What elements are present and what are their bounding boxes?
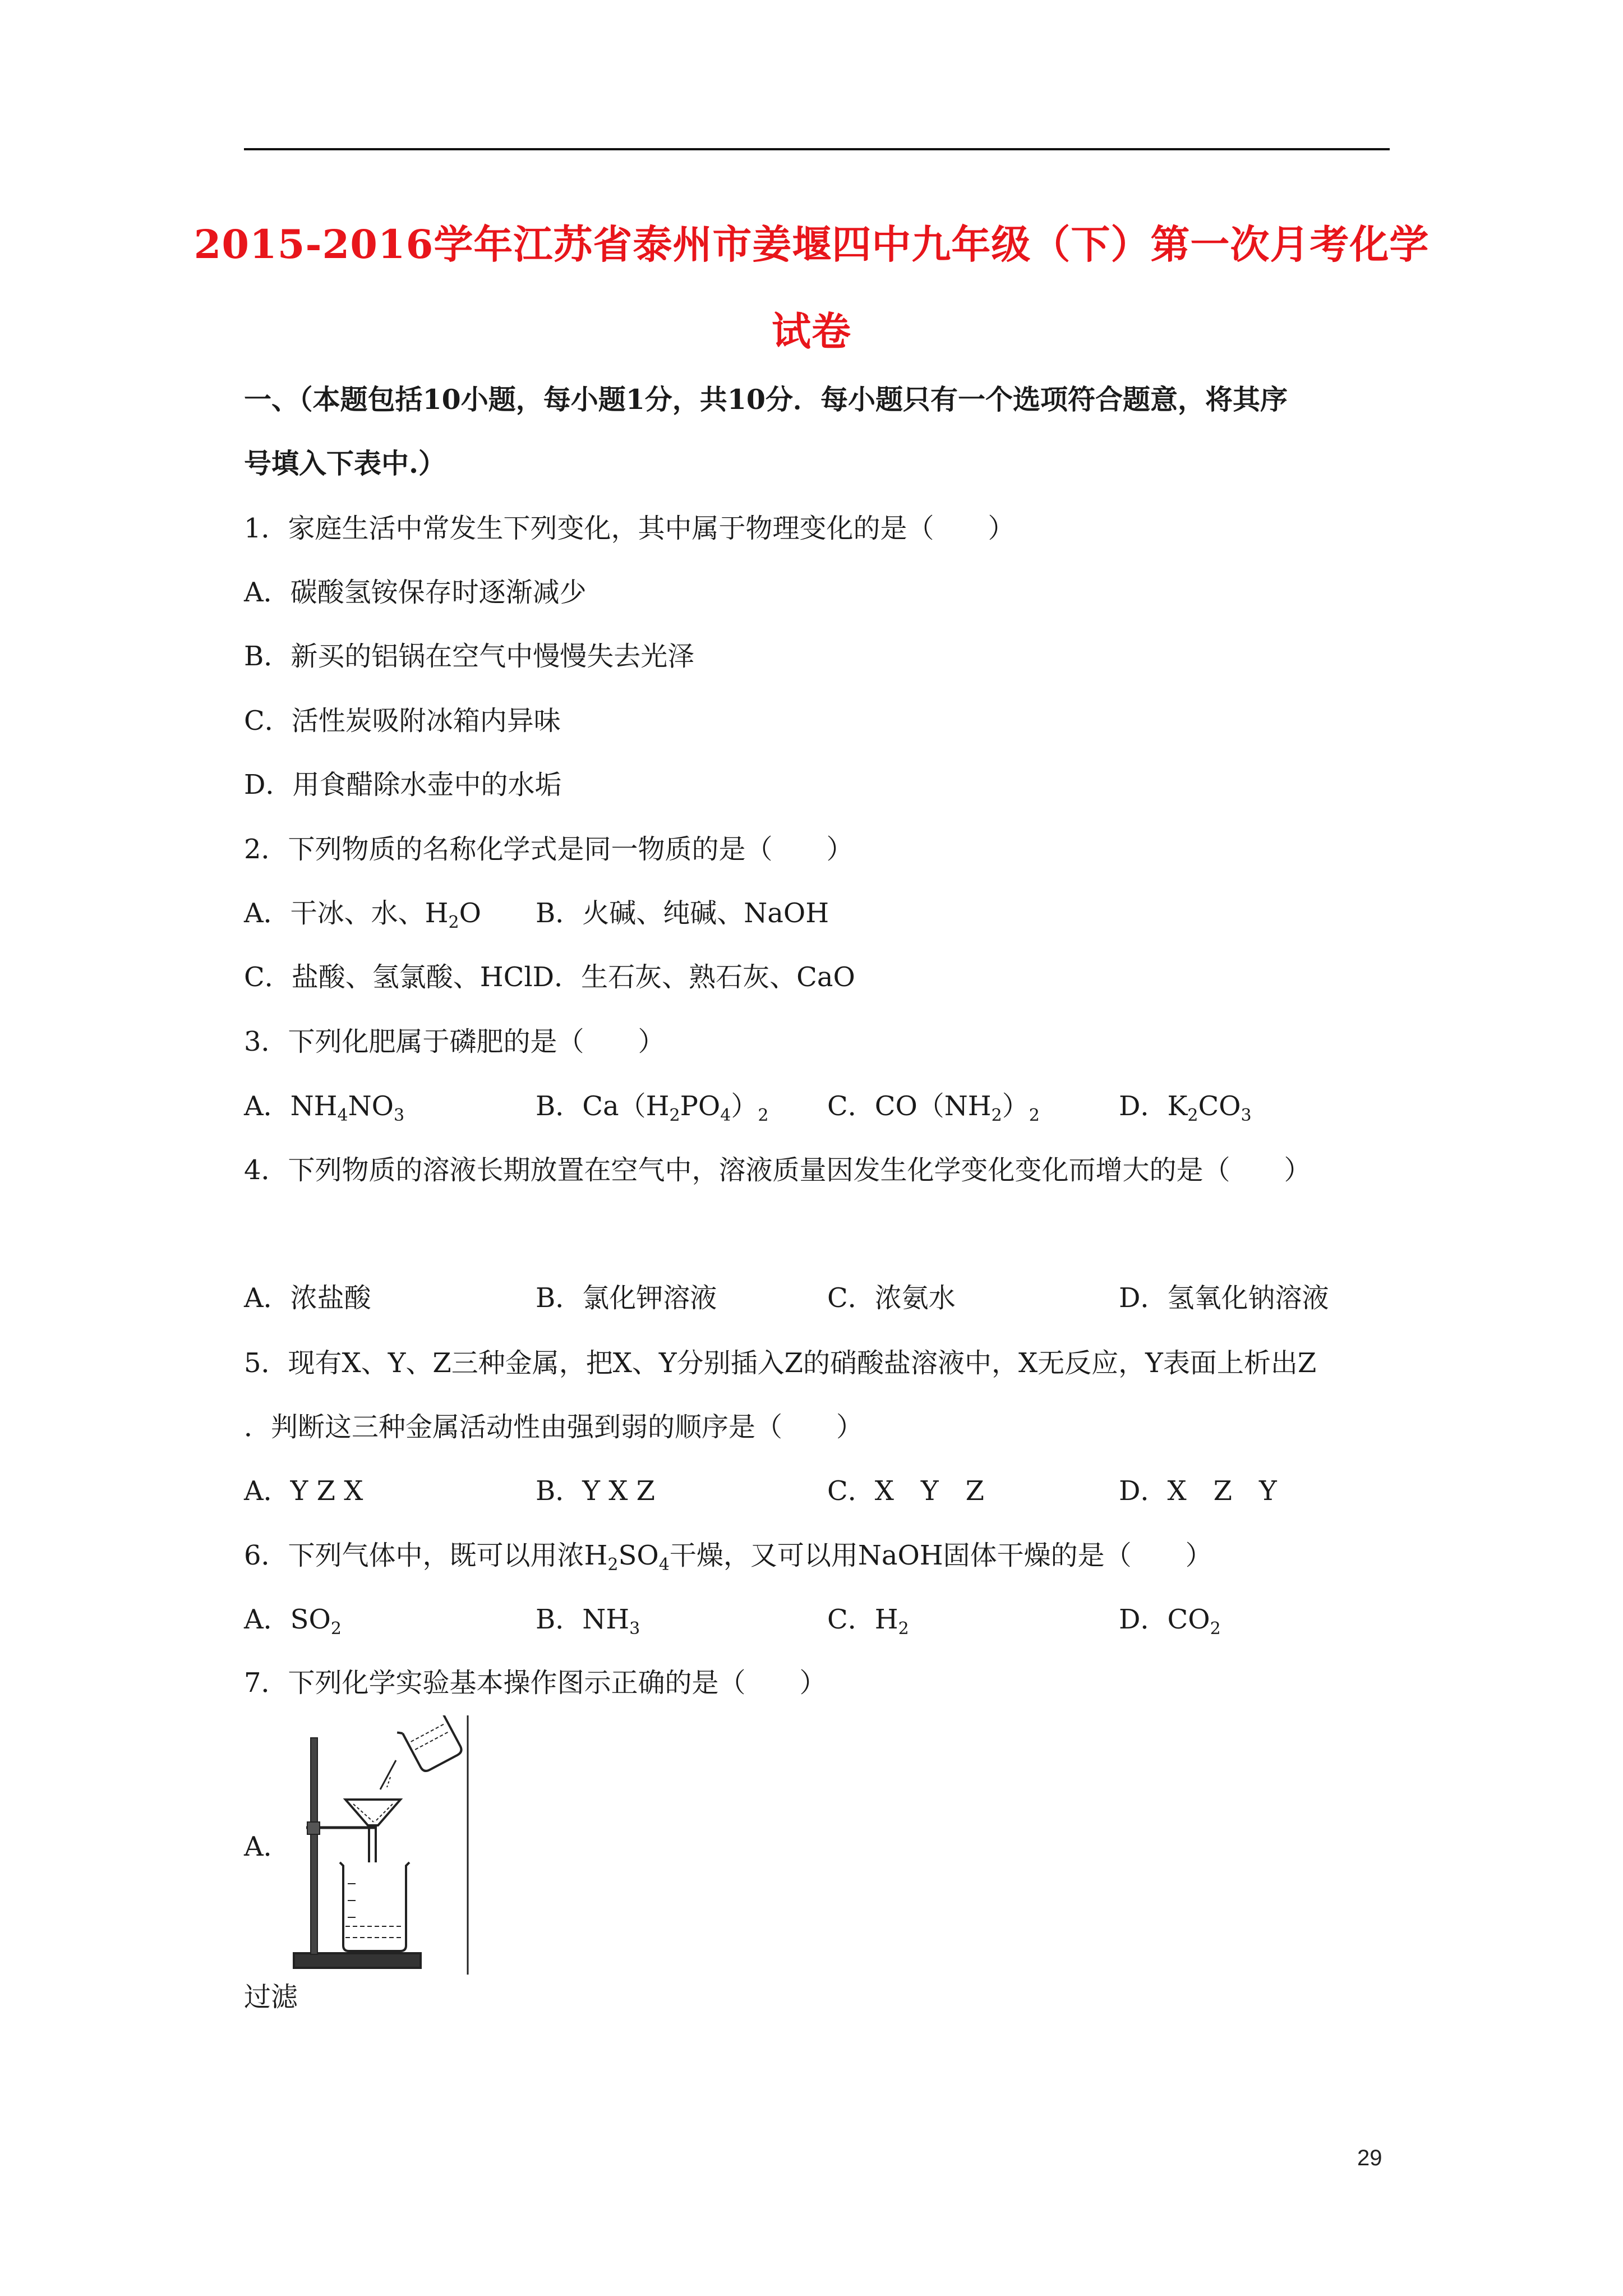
q4-option-c: C．浓氨水 bbox=[827, 1282, 956, 1314]
q5-option-a: A．Y Z X bbox=[244, 1475, 363, 1507]
q6-option-a: A．$SO_2$ bbox=[244, 1604, 342, 1639]
q4-option-b: B．氯化钾溶液 bbox=[536, 1282, 717, 1314]
header-rule bbox=[244, 148, 1390, 150]
q5-stem-line1: 5．现有X、Y、Z三种金属，把X、Y分别插入Z的硝酸盐溶液中，X无反应，Y表面上析出Z bbox=[244, 1347, 1317, 1379]
q7-stem: 7．下列化学实验基本操作图示正确的是（ ） bbox=[244, 1667, 827, 1699]
q1-option-d: D．用食醋除水壶中的水垢 bbox=[244, 769, 562, 800]
q3-option-c: C．$CO(NH_2)_2$ bbox=[827, 1091, 1040, 1125]
q1-option-b: B．新买的铝锅在空气中慢慢失去光泽 bbox=[244, 641, 695, 672]
filtration-apparatus-figure bbox=[291, 1715, 470, 1975]
q3-option-a: A．$NH_4NO_3$ bbox=[244, 1091, 405, 1125]
q2-options-cd: C．盐酸、氢氯酸、HClD．生石灰、熟石灰、CaO bbox=[244, 961, 855, 993]
exam-title-line1: 2015-2016学年江苏省泰州市姜堰四中九年级（下）第一次月考化学 bbox=[193, 221, 1430, 268]
q1-stem: 1．家庭生活中常发生下列变化，其中属于物理变化的是（ ） bbox=[244, 513, 1015, 544]
q6-option-d: D．$CO_2$ bbox=[1119, 1604, 1221, 1639]
q5-option-c: C．X Y Z bbox=[827, 1475, 984, 1507]
q3-stem: 3．下列化肥属于磷肥的是（ ） bbox=[244, 1026, 665, 1057]
q5-stem-line2: ．判断这三种金属活动性由强到弱的顺序是（ ） bbox=[244, 1411, 864, 1443]
q4-stem: 4．下列物质的溶液长期放置在空气中，溶液质量因发生化学变化变化而增大的是（ ） bbox=[244, 1154, 1311, 1186]
q2-stem: 2．下列物质的名称化学式是同一物质的是（ ） bbox=[244, 834, 854, 865]
section-instructions-line2: 号填入下表中.） bbox=[244, 447, 446, 480]
section-instructions-line1: 一、（本题包括10小题，每小题1分，共10分．每小题只有一个选项符合题意，将其序 bbox=[244, 383, 1288, 416]
q6-option-c: C．$H_2$ bbox=[827, 1604, 909, 1639]
q3-option-d: D．$K_2CO_3$ bbox=[1119, 1091, 1252, 1125]
q2-option-a: A．干冰、水、$H_2O$ bbox=[244, 898, 481, 932]
q7-option-a-label: A． bbox=[244, 1831, 291, 1862]
q1-option-a: A．碳酸氢铵保存时逐渐减少 bbox=[244, 577, 587, 608]
q4-option-d: D．氢氧化钠溶液 bbox=[1119, 1282, 1329, 1314]
q5-option-d: D．X Z Y bbox=[1119, 1475, 1277, 1507]
q7-option-a-caption: 过滤 bbox=[244, 1981, 298, 2013]
q1-option-c: C．活性炭吸附冰箱内异味 bbox=[244, 705, 561, 737]
exam-title-line2: 试卷 bbox=[772, 308, 851, 355]
q6-option-b: B．$NH_3$ bbox=[536, 1604, 640, 1639]
q3-option-b: B．$Ca(H_2PO_4)_2$ bbox=[536, 1091, 769, 1125]
q5-option-b: B．Y X Z bbox=[536, 1475, 656, 1507]
page-number: 29 bbox=[1357, 2146, 1382, 2170]
q6-stem: 6．下列气体中，既可以用浓$H_2SO_4$干燥，又可以用NaOH固体干燥的是（ ） bbox=[244, 1540, 1212, 1575]
q4-option-a: A．浓盐酸 bbox=[244, 1282, 371, 1314]
q2-option-b: B．火碱、纯碱、NaOH bbox=[536, 898, 829, 929]
